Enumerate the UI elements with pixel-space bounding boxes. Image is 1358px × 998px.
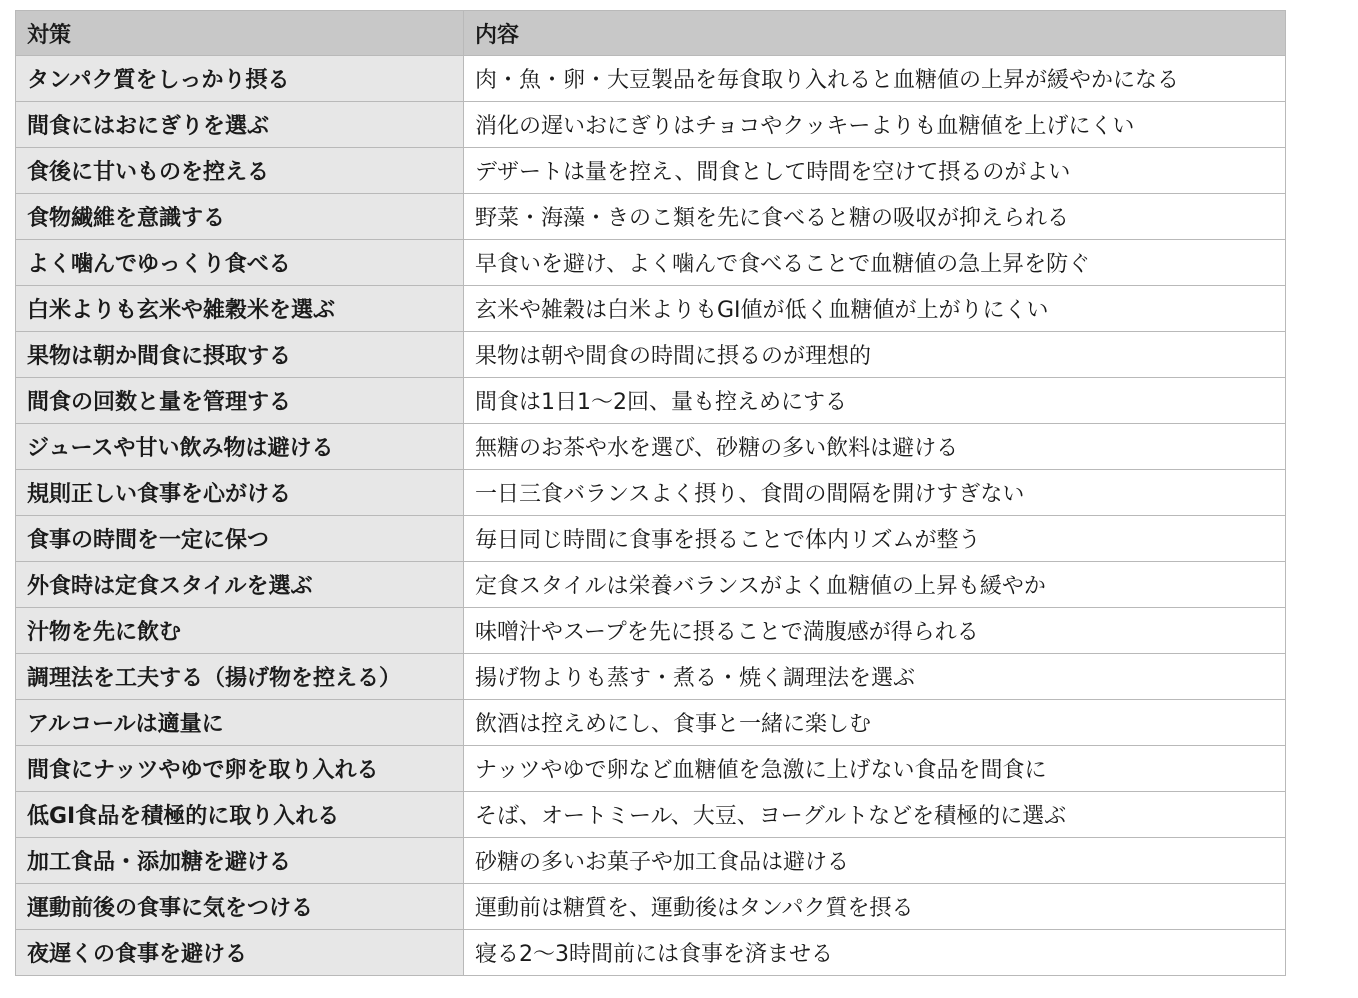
measure-cell: タンパク質をしっかり摂る <box>16 56 464 102</box>
content-cell: 無糖のお茶や水を選び、砂糖の多い飲料は避ける <box>464 424 1286 470</box>
table-row <box>16 56 1286 102</box>
measure-cell: 食物繊維を意識する <box>16 194 464 240</box>
measure-cell: 間食にナッツやゆで卵を取り入れる <box>16 746 464 792</box>
content-cell: 消化の遅いおにぎりはチョコやクッキーよりも血糖値を上げにくい <box>464 102 1286 148</box>
measure-cell: 低GI食品を積極的に取り入れる <box>16 792 464 838</box>
content-cell: 一日三食バランスよく摂り、食間の間隔を開けすぎない <box>464 470 1286 516</box>
table-row <box>16 746 1286 792</box>
content-cell: 野菜・海藻・きのこ類を先に食べると糖の吸収が抑えられる <box>464 194 1286 240</box>
measure-cell: 運動前後の食事に気をつける <box>16 884 464 930</box>
table-row <box>16 884 1286 930</box>
measure-cell: 汁物を先に飲む <box>16 608 464 654</box>
measure-cell: 白米よりも玄米や雑穀米を選ぶ <box>16 286 464 332</box>
table-header-row <box>16 11 1286 56</box>
content-cell: そば、オートミール、大豆、ヨーグルトなどを積極的に選ぶ <box>464 792 1286 838</box>
content-cell: 揚げ物よりも蒸す・煮る・焼く調理法を選ぶ <box>464 654 1286 700</box>
content-cell: 寝る2〜3時間前には食事を済ませる <box>464 930 1286 976</box>
measure-cell: 食後に甘いものを控える <box>16 148 464 194</box>
measure-cell: 間食にはおにぎりを選ぶ <box>16 102 464 148</box>
table-row <box>16 516 1286 562</box>
measure-cell: アルコールは適量に <box>16 700 464 746</box>
table-row <box>16 102 1286 148</box>
measure-cell: 加工食品・添加糖を避ける <box>16 838 464 884</box>
content-cell: 早食いを避け、よく噛んで食べることで血糖値の急上昇を防ぐ <box>464 240 1286 286</box>
table-row <box>16 654 1286 700</box>
table-row <box>16 378 1286 424</box>
measure-cell: 食事の時間を一定に保つ <box>16 516 464 562</box>
table-row <box>16 148 1286 194</box>
table-row <box>16 194 1286 240</box>
content-cell: 運動前は糖質を、運動後はタンパク質を摂る <box>464 884 1286 930</box>
measures-table <box>15 10 1286 976</box>
table-row <box>16 608 1286 654</box>
measures-table-container <box>15 10 1285 976</box>
content-cell: 間食は1日1〜2回、量も控えめにする <box>464 378 1286 424</box>
measure-cell: ジュースや甘い飲み物は避ける <box>16 424 464 470</box>
measure-cell: よく噛んでゆっくり食べる <box>16 240 464 286</box>
table-row <box>16 792 1286 838</box>
content-cell: ナッツやゆで卵など血糖値を急激に上げない食品を間食に <box>464 746 1286 792</box>
measure-cell: 夜遅くの食事を避ける <box>16 930 464 976</box>
header-content: 内容 <box>464 11 1286 56</box>
table-row <box>16 332 1286 378</box>
table-row <box>16 286 1286 332</box>
content-cell: 定食スタイルは栄養バランスがよく血糖値の上昇も緩やか <box>464 562 1286 608</box>
table-row <box>16 562 1286 608</box>
content-cell: デザートは量を控え、間食として時間を空けて摂るのがよい <box>464 148 1286 194</box>
measure-cell: 規則正しい食事を心がける <box>16 470 464 516</box>
header-measure: 対策 <box>16 11 464 56</box>
table-row <box>16 240 1286 286</box>
table-row <box>16 424 1286 470</box>
table-row <box>16 700 1286 746</box>
content-cell: 味噌汁やスープを先に摂ることで満腹感が得られる <box>464 608 1286 654</box>
content-cell: 毎日同じ時間に食事を摂ることで体内リズムが整う <box>464 516 1286 562</box>
content-cell: 肉・魚・卵・大豆製品を毎食取り入れると血糖値の上昇が緩やかになる <box>464 56 1286 102</box>
measure-cell: 外食時は定食スタイルを選ぶ <box>16 562 464 608</box>
content-cell: 果物は朝や間食の時間に摂るのが理想的 <box>464 332 1286 378</box>
measure-cell: 調理法を工夫する（揚げ物を控える） <box>16 654 464 700</box>
content-cell: 砂糖の多いお菓子や加工食品は避ける <box>464 838 1286 884</box>
measure-cell: 果物は朝か間食に摂取する <box>16 332 464 378</box>
content-cell: 飲酒は控えめにし、食事と一緒に楽しむ <box>464 700 1286 746</box>
content-cell: 玄米や雑穀は白米よりもGI値が低く血糖値が上がりにくい <box>464 286 1286 332</box>
measure-cell: 間食の回数と量を管理する <box>16 378 464 424</box>
table-row <box>16 838 1286 884</box>
table-row <box>16 470 1286 516</box>
table-row <box>16 930 1286 976</box>
